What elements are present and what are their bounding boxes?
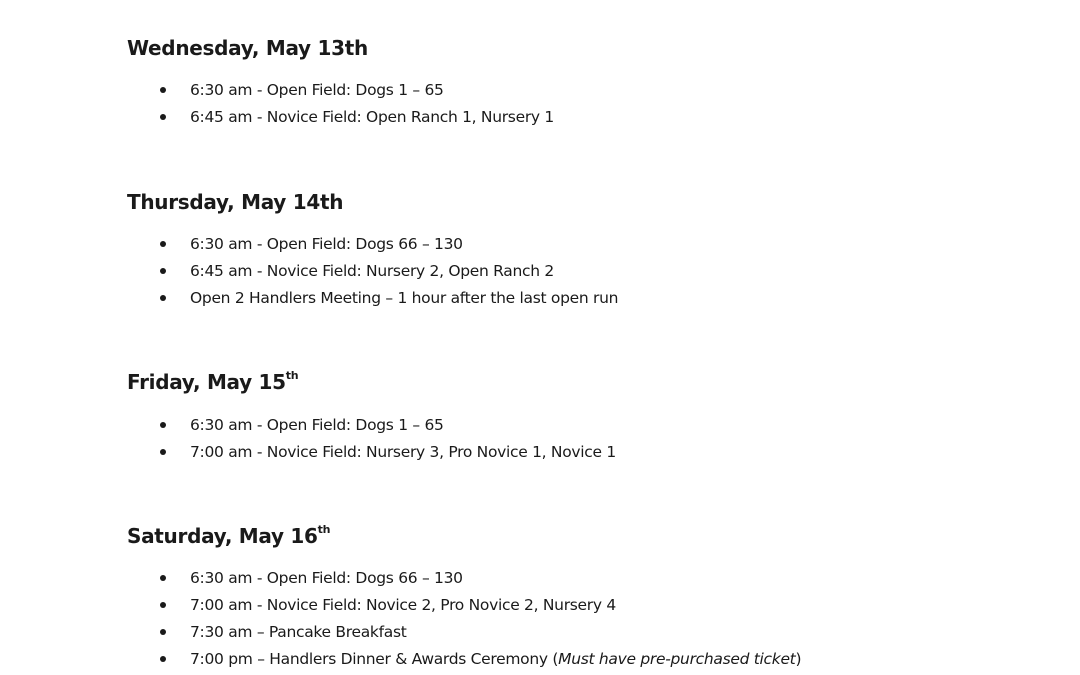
schedule-day-thursday [127,188,1027,307]
event-list [127,414,616,468]
day-heading [127,522,1027,550]
bullet-icon [160,295,166,301]
event-text: 7:00 am - Novice Field: Nursery 3, Pro Novice 1, Novice 1 [190,443,616,461]
event-list [127,567,801,675]
event-item [127,567,801,594]
event-item [127,594,801,621]
day-heading: Wednesday, May 13th [127,36,368,60]
bullet-icon [160,114,166,120]
event-item [127,79,554,106]
day-heading: Thursday, May 14th [127,190,344,214]
event-item [127,414,616,441]
day-heading-ordinal: th [317,523,331,537]
bullet-icon [160,241,166,247]
event-item [127,260,618,287]
event-item [127,106,554,133]
event-text: 6:30 am - Open Field: Dogs 66 – 130 [190,569,463,587]
day-heading-text: Saturday, May 16 [127,524,318,548]
event-list [127,79,554,133]
event-item [127,648,801,675]
event-text: 6:45 am - Novice Field: Open Ranch 1, Nursery 1 [190,108,554,126]
bullet-icon [160,575,166,581]
bullet-icon [160,422,166,428]
event-item [127,621,801,648]
day-heading-ordinal: th [285,369,299,383]
event-list [127,233,618,314]
event-item [127,233,618,260]
event-item [127,441,616,468]
schedule-day-friday [127,368,1027,461]
bullet-icon [160,629,166,635]
bullet-icon [160,87,166,93]
day-heading-text: Friday, May 15 [127,370,286,394]
event-text-prefix: 7:00 pm – Handlers Dinner & Awards Ceremony ( [190,650,559,668]
bullet-icon [160,268,166,274]
day-heading [127,368,1027,396]
event-text: 6:30 am - Open Field: Dogs 1 – 65 [190,81,444,99]
event-item [127,287,618,314]
schedule-day-wednesday [127,34,1027,126]
event-text: 7:00 am - Novice Field: Novice 2, Pro Novice 2, Nursery 4 [190,596,616,614]
bullet-icon [160,602,166,608]
schedule-day-saturday [127,522,1027,668]
event-text: 6:45 am - Novice Field: Nursery 2, Open Ranch 2 [190,262,554,280]
event-text: 6:30 am - Open Field: Dogs 1 – 65 [190,416,444,434]
event-text: Open 2 Handlers Meeting – 1 hour after the last open run [190,289,619,307]
event-text-suffix: ) [795,650,802,668]
bullet-icon [160,449,166,455]
event-text-note: Must have pre-purchased ticket [558,650,796,668]
event-text: 7:30 am – Pancake Breakfast [190,623,407,641]
bullet-icon [160,656,166,662]
event-text: 6:30 am - Open Field: Dogs 66 – 130 [190,235,463,253]
